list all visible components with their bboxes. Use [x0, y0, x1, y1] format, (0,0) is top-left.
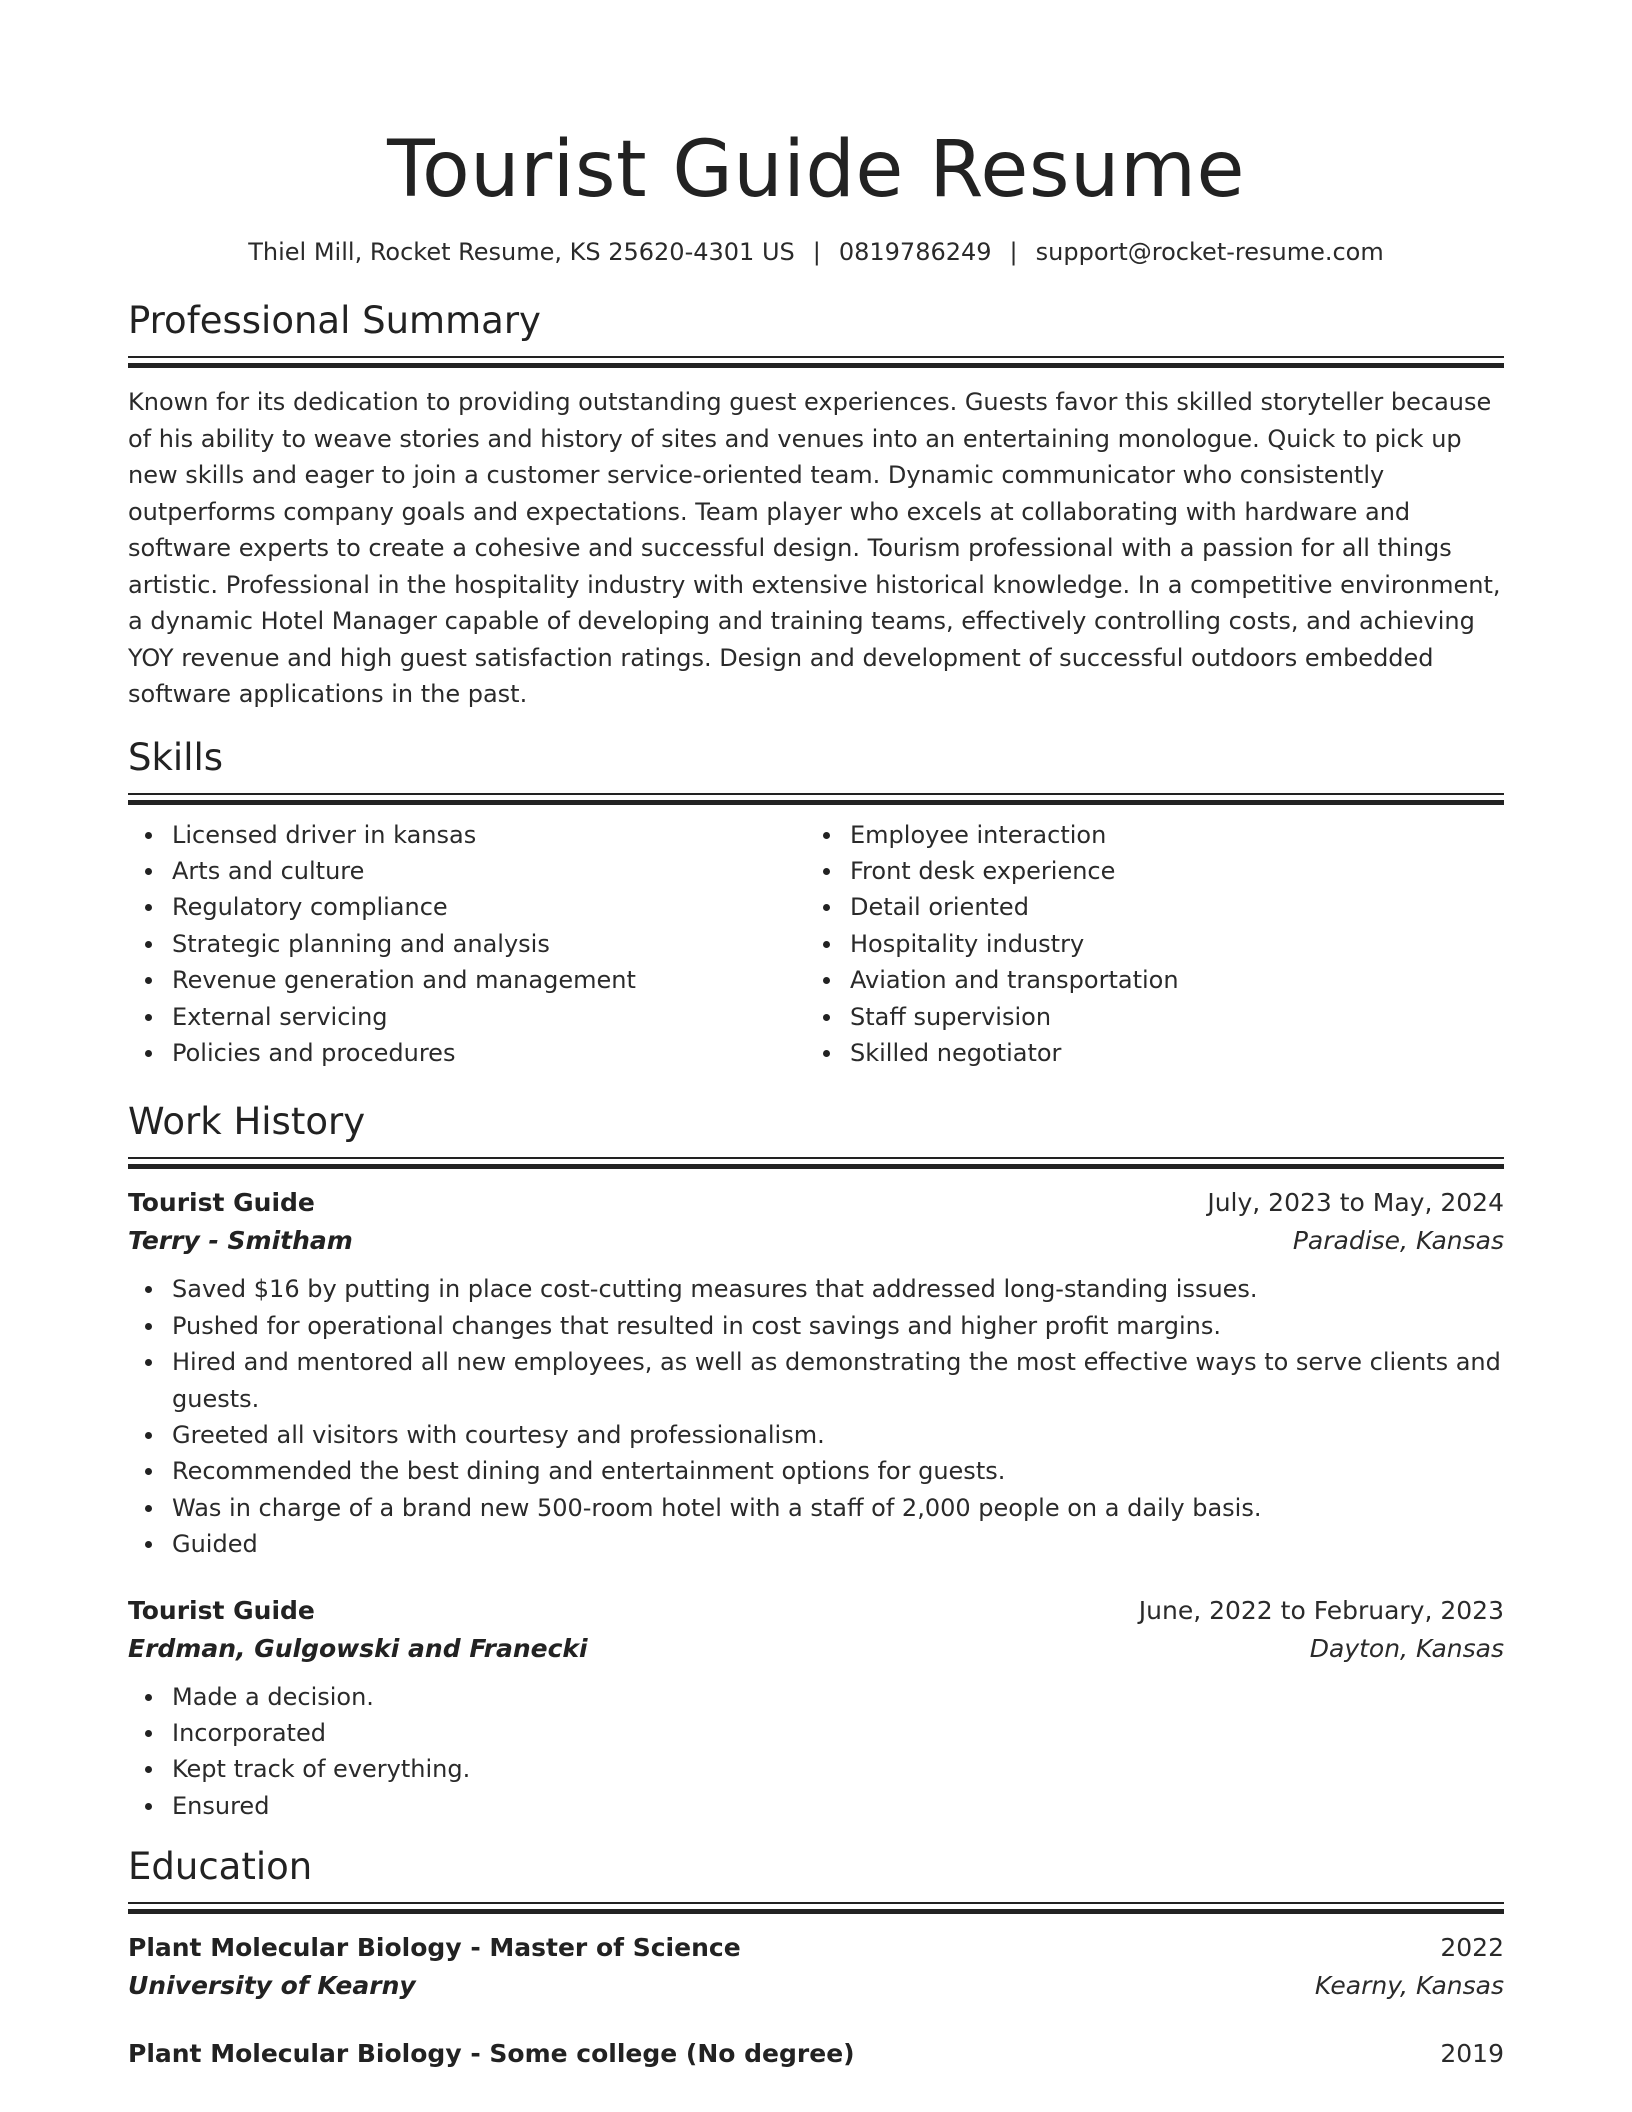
job-company-row [128, 1629, 1504, 1669]
skill-item: Arts and culture [172, 853, 806, 889]
education-year: 2019 [1440, 2039, 1504, 2069]
job-bullet: Kept track of everything. [172, 1751, 1504, 1787]
contact-separator: | [1009, 238, 1018, 266]
section-divider [128, 793, 1504, 805]
section-divider [128, 1157, 1504, 1169]
skill-item: Strategic planning and analysis [172, 926, 806, 962]
skills-list-right [806, 817, 1484, 1072]
job-dates: June, 2022 to February, 2023 [1138, 1595, 1504, 1625]
education-location: Kearny, Kansas [1314, 1971, 1504, 2001]
skill-item: Revenue generation and management [172, 962, 806, 998]
job-entry [128, 1593, 1504, 1825]
skill-item: Hospitality industry [850, 926, 1484, 962]
job-bullet: Greeted all visitors with courtesy and professionalism. [172, 1417, 1504, 1453]
contact-email[interactable]: support@rocket-resume.com [1035, 238, 1384, 266]
section-title-summary: Professional Summary [128, 299, 541, 342]
skills-section [128, 735, 1504, 1072]
education-degree: Plant Molecular Biology - Master of Science [128, 1933, 741, 1963]
job-dates: July, 2023 to May, 2024 [1207, 1188, 1504, 1218]
skill-item: Licensed driver in kansas [172, 817, 806, 853]
job-bullet: Pushed for operational changes that resulted in cost savings and higher profit margins. [172, 1308, 1504, 1344]
education-header-row [128, 1930, 1504, 1966]
skill-item: Detail oriented [850, 889, 1484, 925]
summary-section [128, 298, 1504, 713]
resume-title: Tourist Guide Resume [387, 125, 1245, 215]
job-bullet: Made a decision. [172, 1679, 1504, 1715]
contact-line [128, 236, 1504, 268]
job-bullet: Guided [172, 1526, 1504, 1562]
education-entry [128, 1930, 1504, 2006]
contact-address: Thiel Mill, Rocket Resume, KS 25620-4301 US [248, 238, 795, 266]
job-location: Dayton, Kansas [1309, 1633, 1504, 1663]
skill-item: Front desk experience [850, 853, 1484, 889]
education-school: University of Kearny [128, 1971, 416, 2001]
job-title: Tourist Guide [128, 1595, 315, 1625]
skill-item: External servicing [172, 999, 806, 1035]
education-header-row [128, 2036, 1504, 2072]
job-header-row [128, 1185, 1504, 1221]
education-school-row [128, 1966, 1504, 2006]
skills-grid [128, 817, 1504, 1072]
job-location: Paradise, Kansas [1292, 1226, 1504, 1256]
skill-item: Skilled negotiator [850, 1035, 1484, 1071]
summary-text: Known for its dedication to providing outstanding guest experiences. Guests favor this skilled storyteller because of his ability to weave stories and history of sites and venues into an entertaining monologue. Quick to pick up new skills and eager to join a customer service-oriented team. Dynamic communicator who consistently outperforms company goals and expectations. Team player who excels at collaborating with hardware and software experts to create a cohesive and successful design. Tourism professional with a passion for all things artistic. Professional in the hospitality industry with extensive historical knowledge. In a competitive environment, a dynamic Hotel Manager capable of developing and training teams, effectively controlling costs, and achieving YOY revenue and high guest satisfaction ratings. Design and development of successful outdoors embedded software applications in the past. [128, 388, 1501, 708]
section-divider [128, 356, 1504, 368]
section-title-education: Education [128, 1845, 313, 1889]
job-company: Terry - Smitham [128, 1226, 353, 1256]
skills-column-right [806, 817, 1484, 1072]
section-divider [128, 1902, 1504, 1914]
job-title: Tourist Guide [128, 1188, 315, 1218]
work-history-section [128, 1099, 1504, 1824]
section-title-work-history: Work History [128, 1100, 366, 1144]
job-bullet: Saved $16 by putting in place cost-cutting measures that addressed long-standing issues. [172, 1271, 1504, 1307]
skill-item: Regulatory compliance [172, 889, 806, 925]
section-title-skills: Skills [128, 735, 224, 779]
skills-column-left [128, 817, 806, 1072]
job-company-row [128, 1221, 1504, 1261]
job-bullet: Ensured [172, 1788, 1504, 1824]
skill-item: Staff supervision [850, 999, 1484, 1035]
skill-item: Policies and procedures [172, 1035, 806, 1071]
job-bullet: Was in charge of a brand new 500-room hotel with a staff of 2,000 people on a daily basis. [172, 1490, 1504, 1526]
job-company: Erdman, Gulgowski and Franecki [128, 1633, 588, 1663]
job-bullet: Incorporated [172, 1715, 1504, 1751]
job-bullets [128, 1679, 1504, 1825]
skill-item: Employee interaction [850, 817, 1484, 853]
education-year: 2022 [1440, 1933, 1504, 1963]
job-bullets [128, 1271, 1504, 1562]
job-bullet: Recommended the best dining and entertainment options for guests. [172, 1453, 1504, 1489]
contact-phone[interactable]: 0819786249 [838, 238, 992, 266]
contact-separator: | [812, 238, 821, 266]
job-header-row [128, 1593, 1504, 1629]
education-entry [128, 2036, 1504, 2072]
education-degree: Plant Molecular Biology - Some college (No degree) [128, 2039, 855, 2069]
skills-list-left [128, 817, 806, 1072]
education-section [128, 1844, 1504, 2072]
skill-item: Aviation and transportation [850, 962, 1484, 998]
resume-page [128, 0, 1504, 2072]
job-entry [128, 1185, 1504, 1562]
job-bullet: Hired and mentored all new employees, as well as demonstrating the most effective ways to serve clients and guests. [172, 1344, 1504, 1417]
